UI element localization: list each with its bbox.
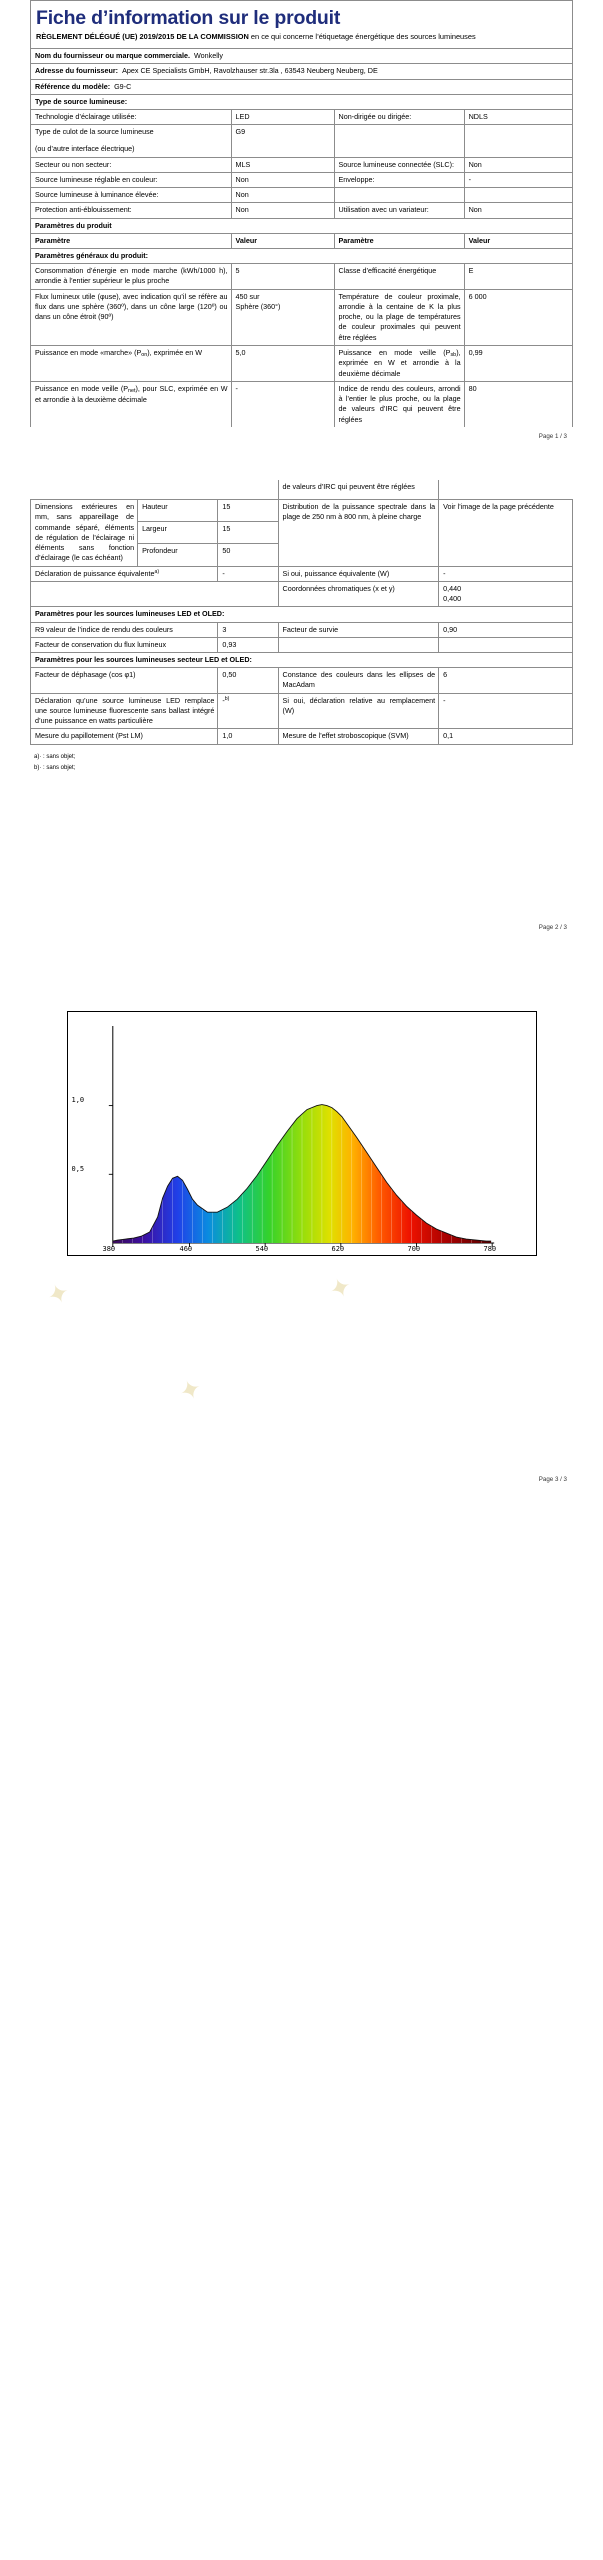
y-tick-label-0-5: 0,5	[71, 1164, 85, 1173]
page-3	[0, 1011, 603, 1495]
param-value: Non	[231, 203, 334, 218]
dimensions-label: Dimensions extérieures en mm, sans appareillage de commande séparé, éléments de régulation de l’éclairage ni éléments sans fonction d’éclairage (le cas échéant)	[31, 500, 138, 566]
param-label: Flux lumineux utile (φuse), avec indication qu’il se réfère au flux dans une sphère (360º), dans un cône large (120º) ou dans un cône étroit (90º)	[31, 289, 232, 345]
param-value: 0,50	[218, 668, 278, 693]
table-row	[31, 566, 573, 581]
x-tick-label-380: 380	[102, 1244, 116, 1253]
footnote-b: b)· : sans objet;	[34, 764, 76, 771]
chromaticity-x: 0,440	[443, 583, 462, 593]
param-label-2: Utilisation avec un variateur:	[334, 203, 464, 218]
table-row	[31, 345, 573, 381]
page-footer-1: Page 1 / 3	[538, 432, 567, 440]
page-footer-2: Page 2 / 3	[538, 923, 567, 931]
watermark-mark: ✦	[175, 1372, 207, 1408]
address-value: Apex CE Specialists GmbH, Ravolzhauser str.3la , 63543 Neuberg Neuberg, DE	[122, 66, 378, 76]
param-label: Puissance en mode «marche» $(P_{on})$, exprimée en W	[31, 345, 232, 381]
param-label: Mesure du papillotement (Pst LM)	[31, 729, 218, 744]
column-header-value-2: Valeur	[464, 233, 572, 248]
param-value-2: 0,1	[439, 729, 573, 744]
model-row	[31, 79, 573, 94]
param-value: 0,93	[218, 637, 278, 652]
table-row	[31, 622, 573, 637]
table-row	[31, 581, 573, 606]
y-tick-label-1: 1,0	[71, 1095, 85, 1104]
irc-continuation-row	[31, 480, 573, 500]
title-row	[31, 1, 573, 49]
table-row	[31, 157, 573, 172]
irc-continuation-text: de valeurs d’IRC qui peuvent être réglées	[278, 480, 439, 500]
dimension-name: Hauteur	[138, 500, 218, 522]
table-row	[31, 729, 573, 744]
param-label-2: Si oui, déclaration relative au remplacement (W)	[278, 693, 439, 729]
table-row	[31, 110, 573, 125]
product-params-heading: Paramètres du produit	[31, 218, 573, 233]
equivalence-label: Déclaration de puissance équivalente$^{a)}$	[31, 566, 218, 581]
param-label: Secteur ou non secteur:	[31, 157, 232, 172]
footnote-a: a)· : sans objet;	[34, 753, 76, 760]
table-row	[31, 289, 573, 345]
spectrum-svg	[68, 1012, 536, 1256]
table-row	[31, 203, 573, 218]
param-value: Non	[231, 188, 334, 203]
chromaticity-y: 0,400	[443, 594, 462, 604]
page-title: Fiche d’information sur le produit	[36, 7, 341, 29]
param-value: 5	[231, 264, 334, 289]
param-value-2: -	[439, 693, 573, 729]
column-header-param: Paramètre	[31, 233, 232, 248]
table-row	[31, 668, 573, 693]
spectral-power-distribution-chart	[67, 1011, 537, 1256]
param-label-2: Mesure de l’effet stroboscopique (SVM)	[278, 729, 439, 744]
param-label: Source lumineuse à luminance élevée:	[31, 188, 232, 203]
footnotes	[30, 745, 573, 773]
table-row	[31, 693, 573, 729]
general-params-heading: Paramètres généraux du produit:	[31, 249, 573, 264]
column-header-param-2: Paramètre	[334, 233, 464, 248]
param-value: 450 sur Sphère (360°)	[231, 289, 334, 345]
param-value-2: 6 000	[464, 289, 572, 345]
param-label: Type de culot de la source lumineuse	[35, 127, 154, 137]
param-label: Consommation d’énergie en mode marche (kWh/1000 h), arrondie à l’entier supérieur le plus proche	[31, 264, 232, 289]
param-label: Facteur de déphasage (cos φ1)	[31, 668, 218, 693]
x-tick-label-780: 780	[483, 1244, 497, 1253]
param-value-2: NDLS	[464, 110, 572, 125]
spectrum-fill	[112, 1022, 493, 1243]
equivalence-label-2: Si oui, puissance équivalente (W)	[278, 566, 439, 581]
table-row	[31, 500, 573, 522]
x-tick-label-620: 620	[331, 1244, 345, 1253]
param-value-2	[439, 637, 573, 652]
model-label: Référence du modèle:	[35, 81, 111, 91]
page-2	[0, 480, 603, 931]
equivalence-value: -	[218, 566, 278, 581]
page-1	[0, 0, 603, 440]
param-value-2: 80	[464, 381, 572, 426]
regulation-reference: RÈGLEMENT DÉLÉGUÉ (UE) 2019/2015 DE LA COMMISSION	[36, 32, 249, 42]
param-value: 5,0	[231, 345, 334, 381]
section-heading-row	[31, 218, 573, 233]
watermark-mark: ✦	[325, 1270, 357, 1306]
model-value: G9-C	[114, 81, 132, 91]
param-label-2: Facteur de survie	[278, 622, 439, 637]
page2-params-table	[30, 480, 573, 745]
document-header-table	[30, 0, 573, 48]
chromaticity-values	[439, 581, 573, 606]
param-value-2: Non	[464, 203, 572, 218]
dimension-value: 50	[218, 544, 278, 566]
table-row	[31, 381, 573, 426]
spectral-value: Voir l’image de la page précédente	[439, 500, 573, 566]
supplier-label: Nom du fournisseur ou marque commerciale.	[35, 51, 190, 61]
param-value: -$^{b)}$	[218, 693, 278, 729]
param-value-2: 0,99	[464, 345, 572, 381]
led-oled-heading: Paramètres pour les sources lumineuses LED et OLED:	[31, 607, 573, 622]
equivalence-value-2: -	[439, 566, 573, 581]
table-row	[31, 637, 573, 652]
source-type-heading: Type de source lumineuse:	[35, 96, 128, 106]
column-header-value: Valeur	[231, 233, 334, 248]
param-value: Non	[231, 172, 334, 187]
table-row	[31, 264, 573, 289]
page3-blank-area	[30, 1256, 573, 1466]
param-value: LED	[231, 110, 334, 125]
column-header-row	[31, 233, 573, 248]
param-value-2: 6	[439, 668, 573, 693]
source-type-heading-row	[31, 94, 573, 109]
param-label-2	[334, 188, 464, 203]
param-label-sub: (ou d’autre interface électrique)	[35, 144, 135, 154]
param-label: Technologie d’éclairage utilisée:	[31, 110, 232, 125]
identification-table	[30, 48, 573, 427]
spectral-label: Distribution de la puissance spectrale dans la plage de 250 nm à 800 nm, à pleine charge	[278, 500, 439, 566]
table-row	[31, 172, 573, 187]
param-label-2: Classe d’efficacité énergétique	[334, 264, 464, 289]
x-tick-label-540: 540	[255, 1244, 269, 1253]
dimension-name: Largeur	[138, 522, 218, 544]
param-value-2: E	[464, 264, 572, 289]
param-label-2: Non-dirigée ou dirigée:	[334, 110, 464, 125]
address-label: Adresse du fournisseur:	[35, 66, 119, 76]
param-value: 3	[218, 622, 278, 637]
param-value-2: 0,90	[439, 622, 573, 637]
page-separator-1	[0, 440, 603, 480]
param-label-2: Puissance en mode veille $(P_{sb})$, exprimée en W et arrondie à la deuxième décimale	[334, 345, 464, 381]
supplier-value: Wonkelly	[193, 51, 223, 61]
section-heading-row	[31, 607, 573, 622]
param-label: Source lumineuse réglable en couleur:	[31, 172, 232, 187]
param-value: 1,0	[218, 729, 278, 744]
page-footer-3: Page 3 / 3	[538, 1475, 567, 1483]
table-row	[31, 188, 573, 203]
x-tick-label-700: 700	[407, 1244, 421, 1253]
param-value-2: Non	[464, 157, 572, 172]
param-label-2: Enveloppe:	[334, 172, 464, 187]
supplier-row	[31, 49, 573, 64]
page-separator-2	[0, 931, 603, 1011]
regulation-subtitle	[31, 32, 572, 48]
sector-led-heading: Paramètres pour les sources lumineuses secteur LED et OLED:	[31, 653, 573, 668]
param-label-2: Indice de rendu des couleurs, arrondi à l’entier le plus proche, ou la plage de valeurs d’IRC qui peuvent être réglées	[334, 381, 464, 426]
address-row	[31, 64, 573, 79]
table-row	[31, 125, 573, 157]
param-label: Facteur de conservation du flux lumineux	[31, 637, 218, 652]
dimension-value: 15	[218, 500, 278, 522]
section-heading-row	[31, 249, 573, 264]
param-value: G9	[231, 125, 334, 157]
param-value-2	[464, 188, 572, 203]
param-value-2: -	[464, 172, 572, 187]
watermark-mark: ✦	[43, 1276, 75, 1312]
param-label-2	[278, 637, 439, 652]
param-label: Protection anti-éblouissement:	[31, 203, 232, 218]
param-value: MLS	[231, 157, 334, 172]
param-value: -	[231, 381, 334, 426]
x-tick-label-460: 460	[179, 1244, 193, 1253]
dimension-name: Profondeur	[138, 544, 218, 566]
param-label-2	[334, 125, 464, 157]
param-label: Déclaration qu’une source lumineuse LED remplace une source lumineuse fluorescente sans ballast intégré d’une puissance en watts particulière	[31, 693, 218, 729]
param-label: Puissance en mode veille $(P_{net})$, pour SLC, exprimée en W et arrondie à la deuxième décimale	[31, 381, 232, 426]
chromaticity-label: Coordonnées chromatiques (x et y)	[278, 581, 439, 606]
param-label-2: Constance des couleurs dans les ellipses de MacAdam	[278, 668, 439, 693]
param-label-2: Température de couleur proximale, arrondie à la centaine de K la plus proche, ou la plage de températures de couleur proximales qui peuvent être réglées	[334, 289, 464, 345]
section-heading-row	[31, 653, 573, 668]
param-label-2: Source lumineuse connectée (SLC):	[334, 157, 464, 172]
dimension-value: 15	[218, 522, 278, 544]
param-label: R9 valeur de l’indice de rendu des couleurs	[31, 622, 218, 637]
regulation-scope: en ce qui concerne l’étiquetage énergétique des sources lumineuses	[248, 32, 476, 42]
param-value-2	[464, 125, 572, 157]
